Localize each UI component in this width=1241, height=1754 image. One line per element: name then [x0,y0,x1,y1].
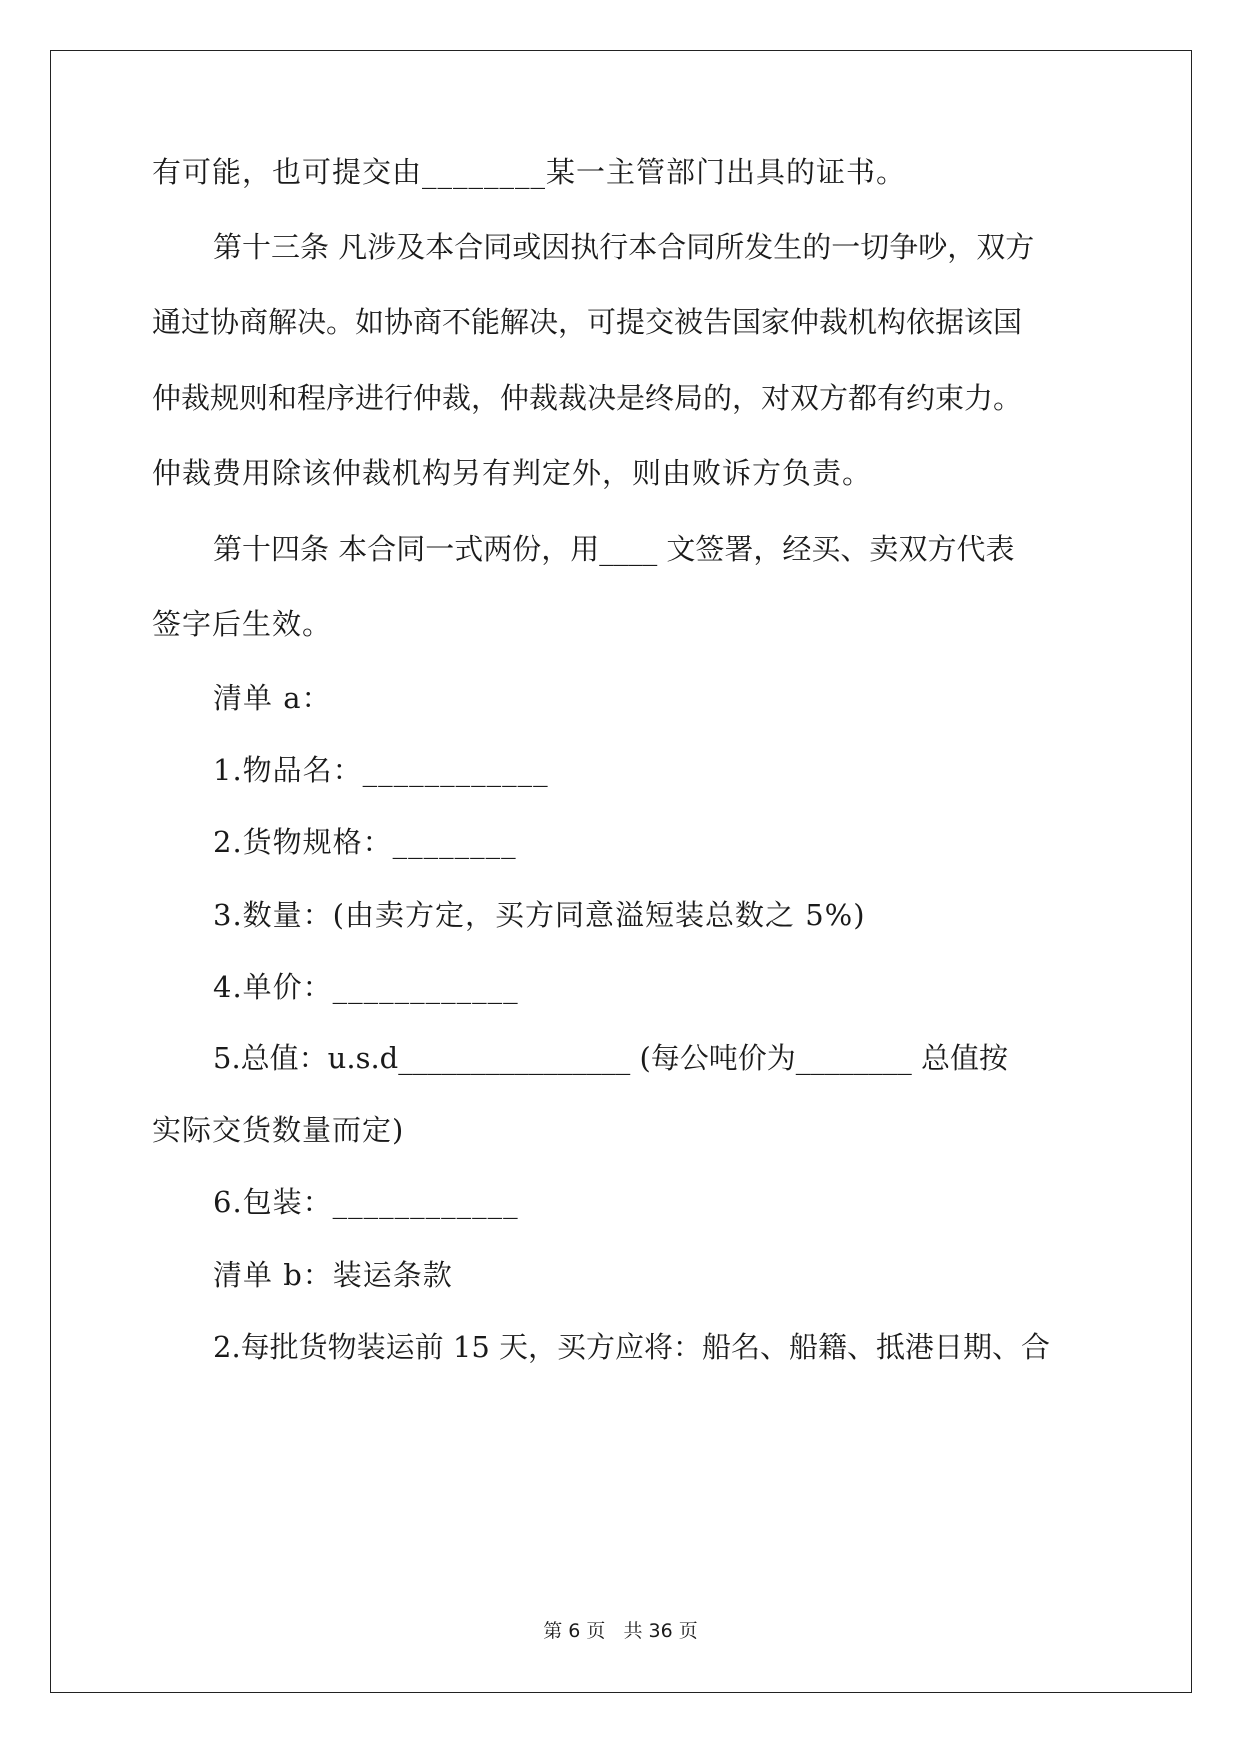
text-line: 清单 a： [213,681,332,715]
text-line: 5.总值：u.s.d________________ (每公吨价为________ 总值按 [213,1041,1008,1075]
page-footer [0,1618,1241,1644]
text-line: 2.货物规格：________ [213,825,517,859]
text-line: 第十三条 凡涉及本合同或因执行本合同所发生的一切争吵，双方 [213,230,1035,264]
text-line: 清单 b：装运条款 [213,1258,453,1292]
page-border [50,50,1192,1693]
text-line: 签字后生效。 [152,607,333,641]
text-line: 4.单价：____________ [213,970,519,1004]
text-line: 第十四条 本合同一式两份，用____ 文签署，经买、卖双方代表 [213,532,1015,566]
page-total: 共 36 页 [623,1620,698,1642]
text-line: 6.包装：____________ [213,1185,519,1219]
text-line: 仲裁规则和程序进行仲裁，仲裁裁决是终局的，对双方都有约束力。 [152,381,1023,415]
text-line: 通过协商解决。如协商不能解决，可提交被告国家仲裁机构依据该国 [152,305,1023,339]
text-line: 仲裁费用除该仲裁机构另有判定外，则由败诉方负责。 [152,456,873,490]
page-number: 第 6 页 [543,1620,606,1642]
text-line: 3.数量：(由卖方定，买方同意溢短装总数之 5%) [213,898,866,932]
text-line: 2.每批货物装运前 15 天，买方应将：船名、船籍、抵港日期、合 [213,1330,1051,1364]
text-line: 有可能，也可提交由________某一主管部门出具的证书。 [152,155,907,189]
text-line: 1.物品名：____________ [213,753,549,787]
text-line: 实际交货数量而定) [152,1113,405,1147]
